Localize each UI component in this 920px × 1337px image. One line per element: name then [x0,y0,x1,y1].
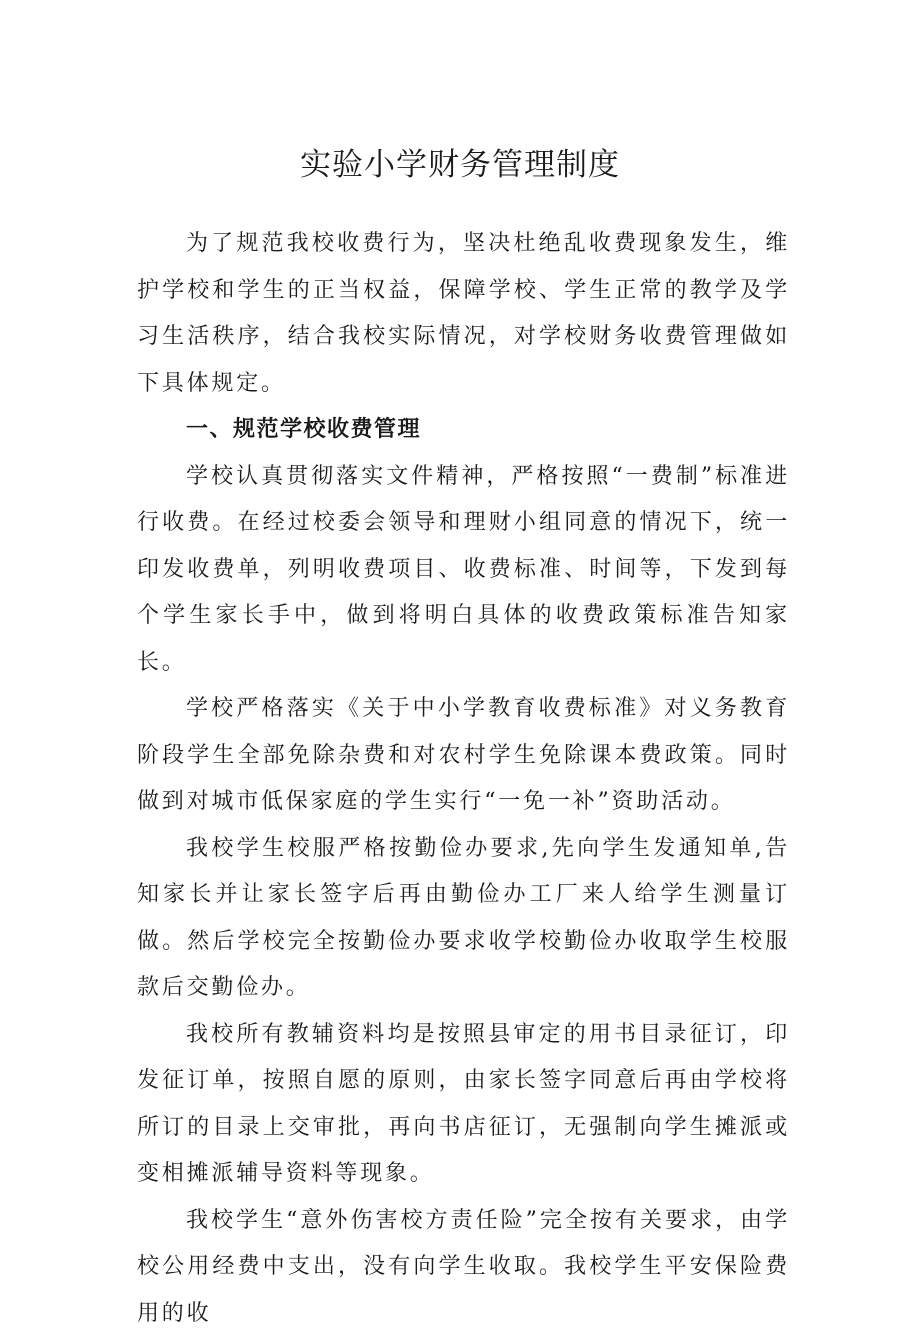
body-paragraph: 学校严格落实《关于中小学教育收费标准》对义务教育阶段学生全部免除杂费和对农村学生免除课本费政策。同时做到对城市低保家庭的学生实行“一免一补”资助活动。 [137,686,790,826]
body-paragraph: 学校认真贯彻落实文件精神，严格按照“一费制”标准进行收费。在经过校委会领导和理财小组同意的情况下，统一印发收费单，列明收费项目、收费标准、时间等，下发到每个学生家长手中，做到将明白具体的收费政策标准告知家长。 [137,454,790,687]
document-title: 实验小学财务管理制度 [0,142,920,188]
document-body [137,221,790,1337]
section-heading: 一、规范学校收费管理 [137,407,790,454]
body-paragraph: 我校学生“意外伤害校方责任险”完全按有关要求，由学校公用经费中支出，没有向学生收取。我校学生平安保险费用的收 [137,1198,790,1337]
intro-paragraph: 为了规范我校收费行为，坚决杜绝乱收费现象发生，维护学校和学生的正当权益，保障学校、学生正常的教学及学习生活秩序，结合我校实际情况，对学校财务收费管理做如下具体规定。 [137,221,790,407]
body-paragraph: 我校所有教辅资料均是按照县审定的用书目录征订，印发征订单，按照自愿的原则，由家长签字同意后再由学校将所订的目录上交审批，再向书店征订，无强制向学生摊派或变相摊派辅导资料等现象。 [137,1012,790,1198]
body-paragraph: 我校学生校服严格按勤俭办要求,先向学生发通知单,告知家长并让家长签字后再由勤俭办工厂来人给学生测量订做。然后学校完全按勤俭办要求收学校勤俭办收取学生校服款后交勤俭办。 [137,826,790,1012]
